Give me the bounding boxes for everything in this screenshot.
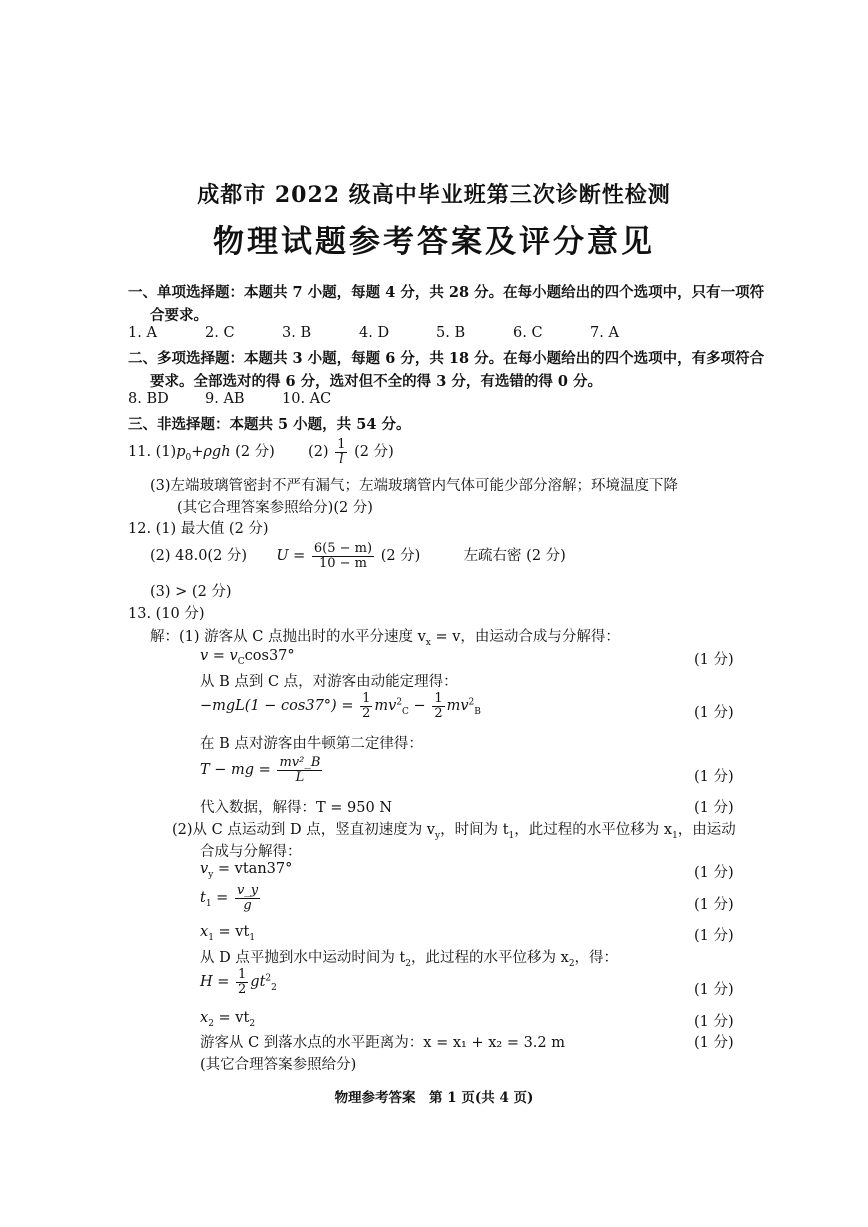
section2-answers: [128, 391, 359, 407]
q13-eq4-score: (1 分): [694, 800, 734, 816]
q11-part2: (2): [308, 444, 329, 461]
page-footer: 物理参考答案 第 1 页(共 4 页): [334, 1090, 534, 1106]
answer-5: 5. B: [436, 325, 466, 341]
q12-u-fraction: [312, 542, 374, 570]
q11-score1: (2 分): [235, 444, 275, 461]
q13-text-d: 从 D 点平抛到水中运动时间为 $t_2$，此过程的水平位移为 $x_2$，得：: [200, 950, 619, 969]
section1-answers: [128, 325, 667, 341]
q13-eq5-score: (1 分): [694, 865, 734, 881]
q12-part2a: (2) 48.0(2 分): [150, 548, 248, 565]
q13-eq6-score: (1 分): [694, 897, 734, 913]
q11-label: 11. (1): [128, 444, 177, 461]
q12-u-num: 6(5 − m): [313, 541, 373, 556]
q13-eq9-score: (1 分): [694, 1014, 734, 1030]
q11-p0: p: [176, 444, 186, 461]
answer-4: 4. D: [359, 325, 390, 341]
q11-frac-num: 1: [337, 437, 346, 452]
q12-part2: [150, 542, 566, 570]
q13-p2-cont: 合成与分解得：: [200, 844, 302, 860]
answer-9: 9. AB: [205, 391, 245, 407]
section3-heading: 三、非选择题：本题共 5 小题，共 54 分。: [128, 416, 411, 433]
q13-text-newton: 在 B 点对游客由牛顿第二定律得：: [200, 736, 423, 752]
q12-part2c: 左疏右密 (2 分): [463, 548, 566, 565]
q12-u-eq: U =: [276, 548, 306, 565]
q13-eq9: $x_2 = vt_2$: [200, 1010, 256, 1029]
q13-eq2-score: (1 分): [694, 705, 734, 721]
q11-rho-gh: +ρgh: [191, 444, 231, 461]
q13-eq10: 游客从 C 到落水点的水平距离为：x = x₁ + x₂ = 3.2 m: [200, 1035, 565, 1051]
answer-3: 3. B: [282, 325, 312, 341]
q12-u-score: (2 分): [380, 548, 421, 565]
section2-heading-cont: 要求。全部选对的得 6 分，选对但不全的得 3 分，有选错的得 0 分。: [150, 373, 603, 390]
q13-eq8-score: (1 分): [694, 982, 734, 998]
q12-u-den: 10 − m: [318, 555, 367, 571]
section1-heading-cont: 合要求。: [150, 307, 208, 324]
doc-subtitle: 物理试题参考答案及评分意见: [213, 224, 655, 260]
section1-heading: 一、单项选择题：本题共 7 小题，每题 4 分，共 28 分。在每小题给出的四个选项中，只有一项符: [128, 284, 765, 301]
q13-eq7-score: (1 分): [694, 928, 734, 944]
answer-2: 2. C: [205, 325, 235, 341]
q13-eq3: T − mg = $\frac{\text{mv²\_B}}{L}$: [200, 755, 321, 785]
q11-fraction: [335, 438, 347, 466]
q11-p0-sub: 0: [185, 453, 192, 464]
section2-heading: 二、多项选择题：本题共 3 小题，每题 6 分，共 18 分。在每小题给出的四个选项中，有多项符合: [128, 350, 765, 367]
q11-part3: (3)左端玻璃管密封不严有漏气；左端玻璃管内气体可能少部分溶解；环境温度下降: [150, 478, 679, 494]
q13-eq6: $t_1$ = $\frac{v\_y}{g}$: [200, 883, 259, 913]
q11-score2: (2 分): [354, 444, 394, 461]
q13-p2-intro: (2)从 C 点运动到 D 点，竖直初速度为 $v_y$，时间为 $t_1$，此过程的水平位移为 $x_1$，由运动: [172, 822, 736, 841]
q13-eq1: $v = v_C\cos 37^\circ$: [200, 648, 295, 667]
answer-1: 1. A: [128, 325, 157, 341]
answer-10: 10. AC: [282, 391, 332, 407]
q13-eq7: $x_1 = vt_1$: [200, 924, 256, 943]
q11-frac-den: l: [339, 451, 344, 467]
q12-part1: 12. (1) 最大值 (2 分): [128, 521, 269, 537]
answer-7: 7. A: [590, 325, 619, 341]
q13-p1-intro: 解：(1) 游客从 C 点抛出时的水平分速度 $v_x = v$，由运动合成与分解得：: [150, 629, 620, 648]
q13-eq3-score: (1 分): [694, 769, 734, 785]
q13-text-b-to-c: 从 B 点到 C 点，对游客由动能定理得：: [200, 674, 458, 690]
q13-eq5: $v_y = vtan37^\circ$: [200, 861, 293, 880]
q13-eq8: H = $\frac{1}{2}$ $gt^2_2$: [200, 967, 277, 997]
q13-note: (其它合理答案参照给分): [200, 1057, 357, 1073]
q13-label: 13. (10 分): [128, 606, 205, 622]
q11-line1: [128, 438, 394, 466]
q13-eq2: −mgL(1 − cos37°) = $\frac{1}{2}$ $mv^2_C$ − $\frac{1}{2}$ $mv^2_B$: [200, 691, 481, 721]
doc-title: 成都市 2022 级高中毕业班第三次诊断性检测: [197, 182, 671, 208]
q11-note: (其它合理答案参照给分)(2 分): [177, 500, 373, 516]
answer-6: 6. C: [513, 325, 543, 341]
q13-eq4: 代入数据，解得：T = 950 N: [200, 800, 393, 816]
q12-part3: (3) > (2 分): [150, 584, 232, 600]
answer-8: 8. BD: [128, 391, 169, 407]
q13-eq1-score: (1 分): [694, 652, 734, 668]
q13-eq10-score: (1 分): [694, 1035, 734, 1051]
